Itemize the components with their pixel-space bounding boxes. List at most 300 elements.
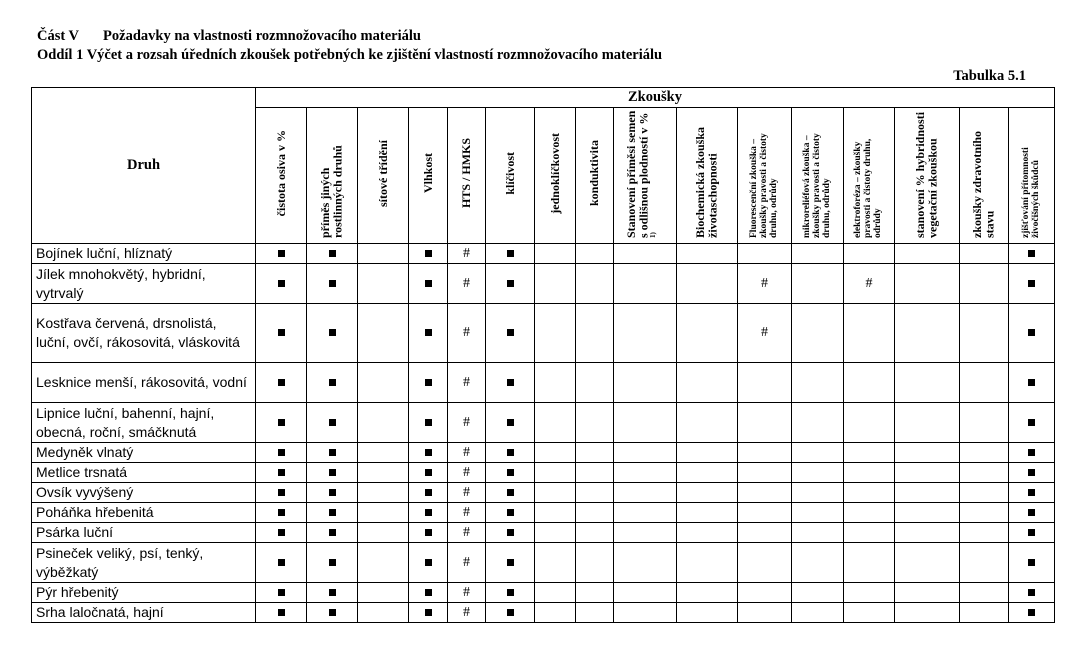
required-mark	[1028, 419, 1035, 426]
test-cell	[1009, 583, 1055, 603]
test-cell	[844, 463, 895, 483]
test-cell	[792, 463, 844, 483]
test-cell	[792, 543, 844, 583]
column-header: klíčivost	[486, 108, 535, 244]
test-cell	[409, 403, 448, 443]
column-header: čistota osiva v %	[256, 108, 307, 244]
table-row	[32, 363, 1055, 403]
required-mark	[329, 329, 336, 336]
test-cell	[535, 503, 576, 523]
hash-mark: #	[463, 524, 470, 540]
test-cell	[448, 443, 486, 463]
test-cell	[307, 443, 358, 463]
required-mark	[329, 379, 336, 386]
test-cell	[448, 363, 486, 403]
test-cell	[486, 483, 535, 503]
column-header: příměs jiných rostlinných druhů	[307, 108, 358, 244]
test-cell	[677, 603, 738, 623]
test-cell	[358, 523, 409, 543]
required-mark	[1028, 509, 1035, 516]
required-mark	[507, 559, 514, 566]
hash-mark: #	[761, 275, 768, 291]
test-cell	[792, 603, 844, 623]
test-cell	[448, 304, 486, 363]
test-cell	[256, 304, 307, 363]
test-cell	[448, 583, 486, 603]
test-cell	[256, 483, 307, 503]
test-cell	[256, 264, 307, 304]
test-cell	[677, 543, 738, 583]
test-cell	[677, 264, 738, 304]
test-cell	[256, 403, 307, 443]
test-cell	[486, 523, 535, 543]
test-cell	[535, 403, 576, 443]
test-cell	[614, 583, 677, 603]
test-cell	[960, 264, 1009, 304]
test-cell	[358, 304, 409, 363]
test-cell	[448, 483, 486, 503]
required-mark	[425, 379, 432, 386]
footnote-mark: 1)	[649, 232, 658, 238]
test-cell	[358, 583, 409, 603]
test-cell	[844, 403, 895, 443]
part-title: Požadavky na vlastnosti rozmnožovacího materiálu	[103, 28, 421, 44]
test-cell	[738, 403, 792, 443]
test-cell	[677, 403, 738, 443]
test-cell	[409, 443, 448, 463]
row-header-druh: Druh	[32, 88, 256, 244]
required-mark	[425, 419, 432, 426]
test-cell	[535, 523, 576, 543]
test-cell	[614, 543, 677, 583]
required-mark	[1028, 529, 1035, 536]
hash-mark: #	[463, 554, 470, 570]
test-cell	[614, 603, 677, 623]
test-cell	[486, 543, 535, 583]
test-cell	[738, 543, 792, 583]
test-cell	[1009, 244, 1055, 264]
hash-mark: #	[463, 504, 470, 520]
test-cell	[256, 463, 307, 483]
required-mark	[507, 419, 514, 426]
test-cell	[535, 304, 576, 363]
required-mark	[278, 609, 285, 616]
hash-mark: #	[463, 604, 470, 620]
required-mark	[278, 469, 285, 476]
required-mark	[329, 559, 336, 566]
hash-mark: #	[463, 484, 470, 500]
test-cell	[677, 583, 738, 603]
test-cell	[614, 483, 677, 503]
test-cell	[358, 244, 409, 264]
required-mark	[329, 489, 336, 496]
required-mark	[1028, 589, 1035, 596]
table-row	[32, 603, 1055, 623]
species-name: Lesknice menší, rákosovitá, vodní	[32, 363, 256, 403]
required-mark	[278, 509, 285, 516]
test-cell	[535, 603, 576, 623]
test-cell	[409, 583, 448, 603]
column-header: jednoklíčkovost	[535, 108, 576, 244]
test-cell	[576, 443, 614, 463]
required-mark	[329, 419, 336, 426]
test-cell	[409, 523, 448, 543]
required-mark	[507, 469, 514, 476]
test-cell	[307, 264, 358, 304]
test-cell	[738, 583, 792, 603]
test-cell	[307, 503, 358, 523]
test-cell	[895, 244, 960, 264]
test-cell	[895, 363, 960, 403]
test-cell	[448, 244, 486, 264]
test-cell	[895, 443, 960, 463]
part-label: Část V	[37, 28, 80, 44]
test-cell	[576, 244, 614, 264]
species-name: Medyněk vlnatý	[32, 443, 256, 463]
test-cell	[738, 264, 792, 304]
test-cell	[409, 363, 448, 403]
column-header: stanovení % hybridnosti vegetační zkouškou	[895, 108, 960, 244]
test-cell	[576, 483, 614, 503]
required-mark	[278, 419, 285, 426]
test-cell	[409, 603, 448, 623]
test-cell	[256, 503, 307, 523]
required-mark	[507, 280, 514, 287]
test-cell	[535, 244, 576, 264]
test-cell	[256, 363, 307, 403]
test-cell	[895, 503, 960, 523]
required-mark	[1028, 329, 1035, 336]
column-header: mikroreliéfová zkouška – zkoušky pravosti a čistoty druhu, odrůdy	[792, 108, 844, 244]
test-cell	[358, 543, 409, 583]
table-row	[32, 443, 1055, 463]
required-mark	[329, 589, 336, 596]
test-cell	[1009, 463, 1055, 483]
test-cell	[448, 523, 486, 543]
table-row	[32, 523, 1055, 543]
test-cell	[895, 483, 960, 503]
required-mark	[329, 280, 336, 287]
required-mark	[1028, 559, 1035, 566]
test-cell	[535, 483, 576, 503]
test-cell	[535, 463, 576, 483]
test-cell	[256, 603, 307, 623]
test-cell	[792, 304, 844, 363]
test-cell	[576, 543, 614, 583]
column-header: Stanovení příměsi semen s odlišnou plodností v % $^{1)}$	[614, 108, 677, 244]
required-mark	[329, 449, 336, 456]
test-cell	[307, 483, 358, 503]
required-mark	[507, 329, 514, 336]
test-cell	[486, 503, 535, 523]
required-mark	[1028, 609, 1035, 616]
table-row	[32, 463, 1055, 483]
test-cell	[358, 483, 409, 503]
test-cell	[895, 583, 960, 603]
test-cell	[358, 264, 409, 304]
test-cell	[792, 483, 844, 503]
test-cell	[960, 443, 1009, 463]
test-cell	[576, 503, 614, 523]
required-mark	[278, 379, 285, 386]
test-cell	[358, 463, 409, 483]
required-mark	[507, 489, 514, 496]
table-row	[32, 403, 1055, 443]
test-cell	[960, 363, 1009, 403]
required-mark	[425, 329, 432, 336]
test-cell	[960, 463, 1009, 483]
test-cell	[960, 503, 1009, 523]
test-cell	[614, 443, 677, 463]
test-cell	[614, 363, 677, 403]
test-cell	[844, 543, 895, 583]
test-cell	[409, 483, 448, 503]
part-heading	[37, 28, 421, 45]
table-row	[32, 264, 1055, 304]
required-mark	[278, 250, 285, 257]
test-cell	[895, 603, 960, 623]
test-cell	[448, 603, 486, 623]
species-name: Kostřava červená, drsnolistá, luční, ovčí, rákosovitá, vláskovitá	[32, 304, 256, 363]
test-cell	[844, 583, 895, 603]
test-cell	[576, 363, 614, 403]
column-header: Biochemická zkouška životaschopnosti	[677, 108, 738, 244]
species-name: Bojínek luční, hlíznatý	[32, 244, 256, 264]
test-cell	[358, 363, 409, 403]
test-cell	[486, 463, 535, 483]
required-mark	[425, 280, 432, 287]
test-cell	[738, 244, 792, 264]
test-cell	[486, 244, 535, 264]
hash-mark: #	[463, 444, 470, 460]
test-cell	[960, 543, 1009, 583]
test-cell	[738, 503, 792, 523]
required-mark	[507, 589, 514, 596]
test-cell	[844, 443, 895, 463]
test-cell	[1009, 543, 1055, 583]
test-cell	[576, 463, 614, 483]
test-cell	[358, 443, 409, 463]
test-cell	[844, 483, 895, 503]
test-cell	[677, 244, 738, 264]
required-mark	[425, 449, 432, 456]
species-name: Metlice trsnatá	[32, 463, 256, 483]
required-mark	[425, 609, 432, 616]
test-cell	[448, 503, 486, 523]
test-cell	[448, 543, 486, 583]
test-cell	[738, 304, 792, 363]
required-mark	[507, 529, 514, 536]
species-name: Ovsík vyvýšený	[32, 483, 256, 503]
test-cell	[677, 483, 738, 503]
test-cell	[895, 304, 960, 363]
test-cell	[738, 523, 792, 543]
test-cell	[535, 543, 576, 583]
test-cell	[409, 264, 448, 304]
test-cell	[614, 304, 677, 363]
required-mark	[278, 449, 285, 456]
column-header: zkoušky zdravotního stavu	[960, 108, 1009, 244]
test-cell	[844, 503, 895, 523]
test-cell	[1009, 403, 1055, 443]
test-cell	[409, 503, 448, 523]
species-name: Lipnice luční, bahenní, hajní, obecná, roční, smáčknutá	[32, 403, 256, 443]
column-header: Vlhkost	[409, 108, 448, 244]
test-cell	[535, 264, 576, 304]
test-cell	[844, 304, 895, 363]
test-cell	[486, 363, 535, 403]
test-cell	[535, 583, 576, 603]
test-cell	[614, 403, 677, 443]
test-cell	[677, 463, 738, 483]
test-cell	[738, 363, 792, 403]
required-mark	[1028, 280, 1035, 287]
table-body	[32, 244, 1055, 623]
test-cell	[792, 583, 844, 603]
test-cell	[614, 264, 677, 304]
table-row	[32, 244, 1055, 264]
column-header: konduktivita	[576, 108, 614, 244]
required-mark	[329, 509, 336, 516]
test-cell	[1009, 603, 1055, 623]
required-mark	[278, 589, 285, 596]
test-cell	[614, 503, 677, 523]
required-mark	[278, 529, 285, 536]
test-cell	[307, 244, 358, 264]
test-cell	[576, 403, 614, 443]
required-mark	[278, 559, 285, 566]
test-cell	[1009, 523, 1055, 543]
test-cell	[307, 304, 358, 363]
column-header: sítové třídění	[358, 108, 409, 244]
test-cell	[677, 363, 738, 403]
test-cell	[576, 523, 614, 543]
table-row	[32, 503, 1055, 523]
test-cell	[409, 304, 448, 363]
test-cell	[358, 503, 409, 523]
test-cell	[895, 543, 960, 583]
test-cell	[844, 244, 895, 264]
test-cell	[1009, 363, 1055, 403]
test-cell	[895, 403, 960, 443]
required-mark	[425, 469, 432, 476]
species-name: Pýr hřebenitý	[32, 583, 256, 603]
species-name: Srha laločnatá, hajní	[32, 603, 256, 623]
test-cell	[792, 523, 844, 543]
required-mark	[1028, 379, 1035, 386]
required-mark	[1028, 469, 1035, 476]
test-cell	[792, 363, 844, 403]
table-row	[32, 483, 1055, 503]
test-cell	[1009, 483, 1055, 503]
test-cell	[307, 603, 358, 623]
required-mark	[507, 449, 514, 456]
required-mark	[425, 529, 432, 536]
hash-mark: #	[463, 275, 470, 291]
tests-table	[31, 87, 1055, 623]
test-cell	[960, 583, 1009, 603]
test-cell	[256, 583, 307, 603]
hash-mark: #	[463, 584, 470, 600]
table-row	[32, 583, 1055, 603]
hash-mark: #	[463, 374, 470, 390]
table-number: Tabulka 5.1	[953, 68, 1026, 84]
test-cell	[1009, 304, 1055, 363]
test-cell	[409, 244, 448, 264]
required-mark	[1028, 449, 1035, 456]
test-cell	[486, 264, 535, 304]
test-cell	[677, 304, 738, 363]
test-cell	[1009, 443, 1055, 463]
test-cell	[486, 403, 535, 443]
required-mark	[507, 250, 514, 257]
required-mark	[425, 559, 432, 566]
test-cell	[576, 583, 614, 603]
test-cell	[576, 304, 614, 363]
species-name: Jílek mnohokvětý, hybridní, vytrvalý	[32, 264, 256, 304]
test-cell	[409, 543, 448, 583]
required-mark	[329, 529, 336, 536]
test-cell	[576, 264, 614, 304]
species-name: Psineček veliký, psí, tenký, výběžkatý	[32, 543, 256, 583]
table-row	[32, 543, 1055, 583]
test-cell	[792, 443, 844, 463]
test-cell	[960, 304, 1009, 363]
test-cell	[614, 244, 677, 264]
test-cell	[448, 264, 486, 304]
test-cell	[486, 304, 535, 363]
test-cell	[792, 403, 844, 443]
species-name: Psárka luční	[32, 523, 256, 543]
test-cell	[677, 523, 738, 543]
required-mark	[1028, 489, 1035, 496]
test-cell	[256, 244, 307, 264]
column-header: zjišťování přítomnosti živočišných škůdců	[1009, 108, 1055, 244]
test-cell	[358, 603, 409, 623]
hash-mark: #	[463, 245, 470, 261]
test-cell	[960, 403, 1009, 443]
hash-mark: #	[463, 414, 470, 430]
required-mark	[425, 589, 432, 596]
hash-mark: #	[865, 275, 873, 291]
test-cell	[256, 523, 307, 543]
species-name: Poháňka hřebenitá	[32, 503, 256, 523]
test-cell	[677, 443, 738, 463]
test-cell	[792, 503, 844, 523]
test-cell	[960, 523, 1009, 543]
test-cell	[1009, 264, 1055, 304]
test-cell	[614, 523, 677, 543]
test-cell	[960, 603, 1009, 623]
required-mark	[507, 609, 514, 616]
column-header: HTS / HMKS	[448, 108, 486, 244]
column-header: elektroforéza – zkoušky pravosti a čistoty druhu, odrůdy	[844, 108, 895, 244]
required-mark	[329, 609, 336, 616]
test-cell	[738, 603, 792, 623]
test-cell	[844, 603, 895, 623]
test-cell	[738, 463, 792, 483]
group-header-zkousky: Zkoušky	[256, 88, 1055, 108]
required-mark	[507, 509, 514, 516]
test-cell	[307, 403, 358, 443]
test-cell	[256, 443, 307, 463]
test-cell	[792, 244, 844, 264]
test-cell	[895, 264, 960, 304]
test-cell	[307, 463, 358, 483]
required-mark	[278, 489, 285, 496]
test-cell	[486, 443, 535, 463]
hash-mark: #	[463, 464, 470, 480]
